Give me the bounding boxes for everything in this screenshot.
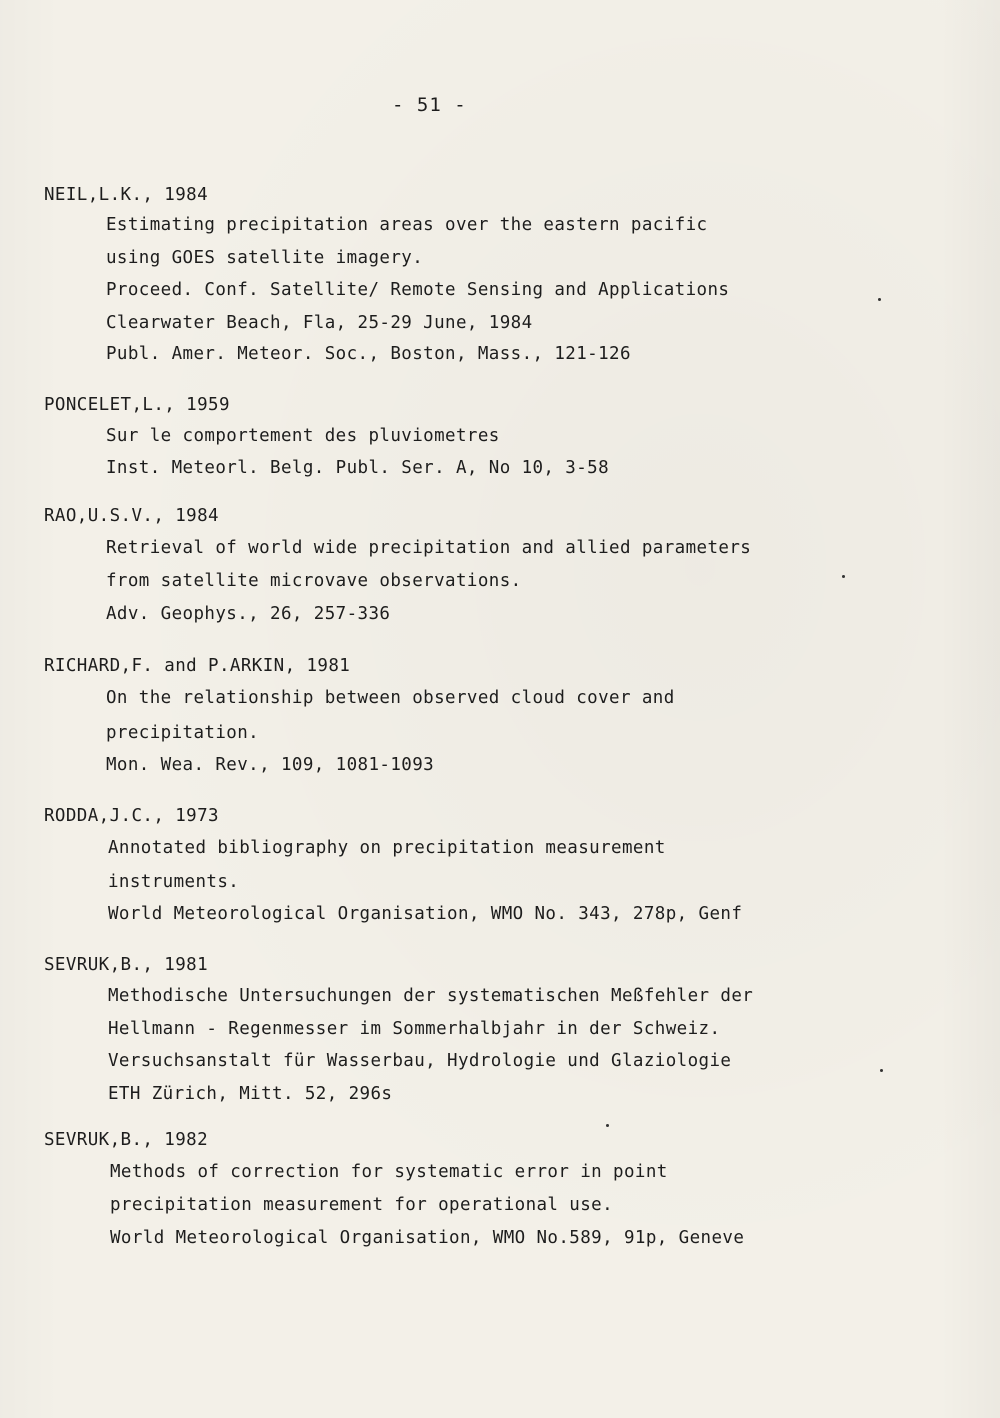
reference-heading: NEIL,L.K., 1984 — [44, 185, 209, 205]
reference-heading: RICHARD,F. and P.ARKIN, 1981 — [44, 656, 351, 676]
reference-line: Proceed. Conf. Satellite/ Remote Sensing and Applications — [106, 280, 730, 300]
reference-heading: RODDA,J.C., 1973 — [44, 806, 219, 826]
reference-line: Methods of correction for systematic error in point — [110, 1162, 668, 1182]
ink-speck — [878, 298, 881, 301]
reference-heading: RAO,U.S.V., 1984 — [44, 506, 219, 526]
reference-line: Publ. Amer. Meteor. Soc., Boston, Mass., 121-126 — [106, 344, 631, 364]
reference-line: Adv. Geophys., 26, 257-336 — [106, 604, 391, 624]
reference-line: On the relationship between observed cloud cover and — [106, 688, 675, 708]
reference-line: precipitation. — [106, 723, 260, 743]
reference-line: Annotated bibliography on precipitation measurement — [108, 838, 666, 858]
reference-line: World Meteorological Organisation, WMO No. 343, 278p, Genf — [108, 904, 743, 924]
reference-line: Clearwater Beach, Fla, 25-29 June, 1984 — [106, 313, 533, 333]
reference-heading: SEVRUK,B., 1982 — [44, 1130, 209, 1150]
reference-line: Hellmann - Regenmesser im Sommerhalbjahr in der Schweiz. — [108, 1019, 721, 1039]
reference-line: Methodische Untersuchungen der systematischen Meßfehler der — [108, 986, 754, 1006]
ink-speck — [842, 575, 845, 578]
reference-line: Retrieval of world wide precipitation and allied parameters — [106, 538, 752, 558]
page-number: - 51 - — [392, 94, 467, 116]
ink-speck — [880, 1069, 883, 1072]
reference-line: from satellite microvave observations. — [106, 571, 522, 591]
reference-line: ETH Zürich, Mitt. 52, 296s — [108, 1084, 393, 1104]
reference-line: using GOES satellite imagery. — [106, 248, 424, 268]
reference-line: Versuchsanstalt für Wasserbau, Hydrologie und Glaziologie — [108, 1051, 732, 1071]
reference-heading: PONCELET,L., 1959 — [44, 395, 230, 415]
reference-line: Estimating precipitation areas over the eastern pacific — [106, 215, 708, 235]
reference-line: instruments. — [108, 872, 240, 892]
reference-line: Inst. Meteorl. Belg. Publ. Ser. A, No 10, 3-58 — [106, 458, 610, 478]
reference-line: Mon. Wea. Rev., 109, 1081-1093 — [106, 755, 435, 775]
reference-line: precipitation measurement for operational use. — [110, 1195, 614, 1215]
ink-speck — [606, 1124, 609, 1127]
reference-line: Sur le comportement des pluviometres — [106, 426, 500, 446]
reference-heading: SEVRUK,B., 1981 — [44, 955, 209, 975]
reference-line: World Meteorological Organisation, WMO No.589, 91p, Geneve — [110, 1228, 745, 1248]
